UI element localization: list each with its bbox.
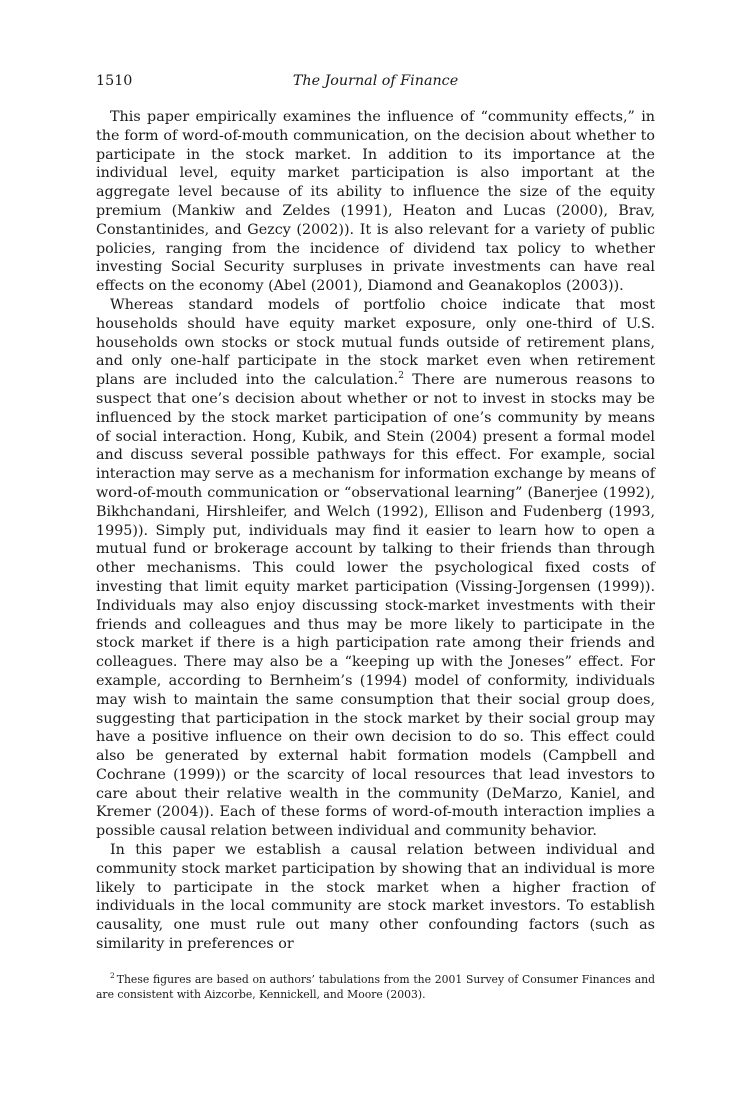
paragraph-2 (96, 296, 655, 841)
footnote (96, 972, 655, 1002)
paragraph-2-text-before-note: Whereas standard models of portfolio choice indicate that most households should have equity market exposure, only one-third of U.S. households own stocks or stock mutual funds outside of retirement plans, and only one-half participate in the stock market even when retirement plans are included into the calculation. (96, 296, 655, 389)
paragraph-2-text-after-note: There are numerous reasons to suspect that one’s decision about whether or not to invest in stocks may be influenced by the stock market participation of one’s community by means of social interaction. Hong, Kubik, and Stein (2004) present a formal model and discuss several possible pathways for this effect. For example, social interaction may serve as a mechanism for information exchange by means of word-of-mouth communication or “observational learning” (Banerjee (1992), Bikhchandani, Hirshleifer, and Welch (1992), Ellison and Fudenberg (1993, 1995)). Simply put, individuals may find it easier to learn how to open a mutual fund or brokerage account by talking to their friends than through other mechanisms. This could lower the psychological fixed costs of investing that limit equity market participation (Vissing-Jorgensen (1999)). Individuals may also enjoy discussing stock-market investments with their friends and colleagues and thus may be more likely to participate in the stock market if there is a high participation rate among their friends and colleagues. There may also be a “keeping up with the Joneses” effect. For example, according to Bernheim’s (1994) model of conformity, individuals may wish to maintain the same consumption that their social group does, suggesting that participation in the stock market by their social group may have a positive influence on their own decision to do so. This effect could also be generated by external habit formation models (Campbell and Cochrane (1999)) or the scarcity of local resources that lead investors to care about their relative wealth in the community (DeMarzo, Kaniel, and Kremer (2004)). Each of these forms of word-of-mouth interaction implies a possible causal relation between individual and community behavior. (96, 372, 656, 840)
body-text (96, 108, 655, 954)
footnote-mark: 2 (110, 971, 115, 981)
page (96, 70, 655, 1002)
paragraph-1: This paper empirically examines the influence of “community effects,” in the form of word-of-mouth communication, on the decision about whether to participate in the stock market. In addition to its importance at the individual level, equity market participation is also important at the aggregate level because of its ability to influence the size of the equity premium (Mankiw and Zeldes (1991), Heaton and Lucas (2000), Brav, Constantinides, and Gezcy (2002)). It is also relevant for a variety of public policies, ranging from the incidence of dividend tax policy to whether investing Social Security surpluses in private investments can have real effects on the economy (Abel (2001), Diamond and Geanakoplos (2003)). (96, 109, 655, 295)
footnote-text: These figures are based on authors’ tabulations from the 2001 Survey of Consumer Finances and are consistent with Aizcorbe, Kennickell, and Moore (2003). (96, 972, 655, 1002)
footnote-reference: 2 (398, 371, 404, 382)
paragraph-3: In this paper we establish a causal relation between individual and community stock market participation by showing that an individual is more likely to participate in the stock market when a higher fraction of individuals in the local community are stock market investors. To establish causality, one must rule out many other confounding factors (such as similarity in preferences or (96, 842, 655, 953)
journal-title: The Journal of Finance (292, 73, 459, 89)
page-number: 1510 (96, 73, 133, 89)
running-head (96, 70, 655, 92)
